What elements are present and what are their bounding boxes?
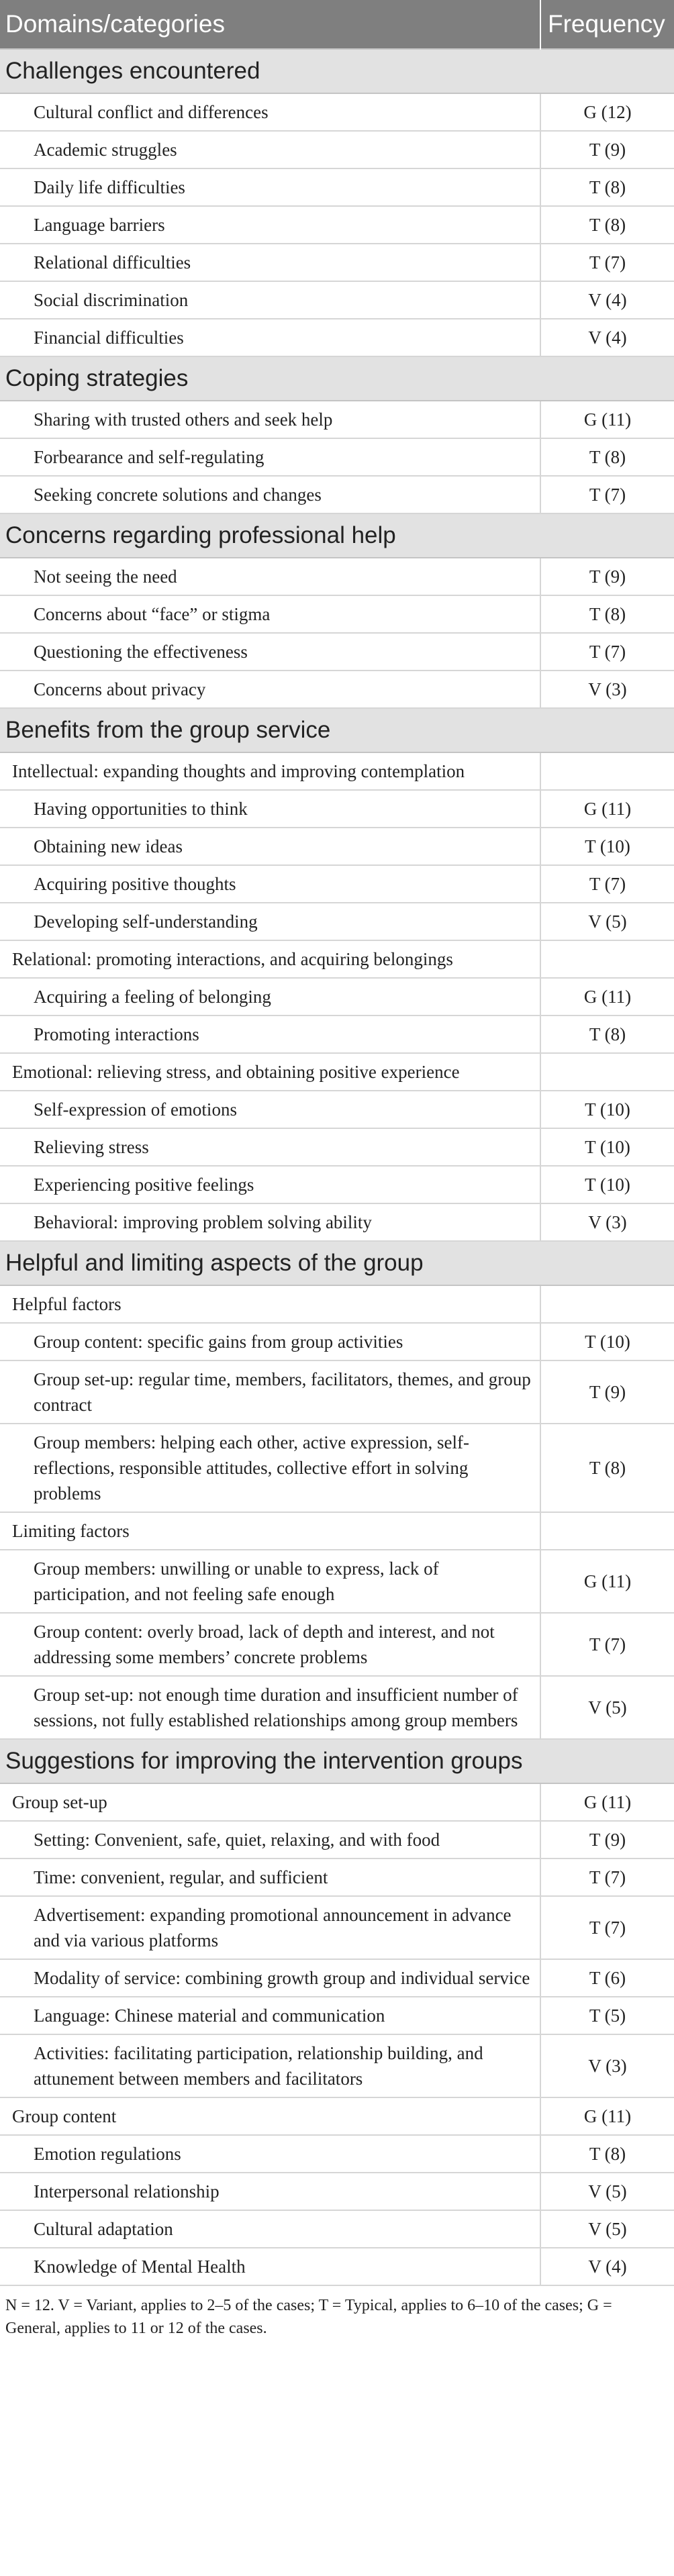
frequency-value: V (5): [540, 903, 674, 940]
category-item-label: Activities: facilitating participation, relationship building, and attunement between members and facilitators: [0, 2034, 540, 2097]
table-row: [0, 1821, 674, 1859]
table-row: [0, 633, 674, 671]
frequency-value: G (11): [540, 1550, 674, 1613]
table-row: [0, 2248, 674, 2285]
frequency-value: [540, 1053, 674, 1091]
table-row: [0, 131, 674, 168]
frequency-value: T (9): [540, 1360, 674, 1424]
category-item-label: Obtaining new ideas: [0, 828, 540, 865]
table-row: [0, 1203, 674, 1241]
frequency-value: T (8): [540, 168, 674, 206]
category-item-label: Self-expression of emotions: [0, 1091, 540, 1128]
category-item-label: Relieving stress: [0, 1128, 540, 1166]
category-title: Concerns regarding professional help: [0, 513, 674, 558]
table-row: [0, 671, 674, 708]
table-row: [0, 865, 674, 903]
frequency-value: T (10): [540, 1128, 674, 1166]
frequency-value: [540, 1512, 674, 1550]
subcategory-row: [0, 1285, 674, 1323]
category-title: Coping strategies: [0, 356, 674, 401]
table-row: [0, 1128, 674, 1166]
table-row: [0, 790, 674, 828]
table-row: [0, 476, 674, 513]
table-row: [0, 206, 674, 244]
category-item-label: Emotion regulations: [0, 2135, 540, 2173]
table-row: [0, 1676, 674, 1739]
category-title: Challenges encountered: [0, 49, 674, 93]
category-item-label: Behavioral: improving problem solving ability: [0, 1203, 540, 1241]
frequency-value: T (9): [540, 131, 674, 168]
subcategory-label: Limiting factors: [0, 1512, 540, 1550]
subcategory-label: Group set-up: [0, 1783, 540, 1821]
frequency-value: T (7): [540, 1896, 674, 1959]
frequency-value: V (4): [540, 319, 674, 356]
category-item-label: Setting: Convenient, safe, quiet, relaxing, and with food: [0, 1821, 540, 1859]
category-row: [0, 49, 674, 93]
category-item-label: Language: Chinese material and communication: [0, 1997, 540, 2034]
frequency-value: T (5): [540, 1997, 674, 2034]
table-header-row: [0, 0, 674, 49]
frequency-value: V (4): [540, 2248, 674, 2285]
subcategory-label: Emotional: relieving stress, and obtaining positive experience: [0, 1053, 540, 1091]
frequency-value: G (11): [540, 978, 674, 1015]
header-frequency: Frequency: [540, 0, 674, 49]
table-row: [0, 1997, 674, 2034]
frequency-value: [540, 1285, 674, 1323]
subcategory-row: [0, 940, 674, 978]
frequency-value: T (8): [540, 1015, 674, 1053]
table-row: [0, 1550, 674, 1613]
frequency-value: T (7): [540, 244, 674, 281]
category-item-label: Cultural conflict and differences: [0, 93, 540, 131]
category-item-label: Group members: helping each other, active expression, self-reflections, responsible attitudes, collective effort in solving problems: [0, 1424, 540, 1512]
frequency-value: T (7): [540, 633, 674, 671]
category-item-label: Experiencing positive feelings: [0, 1166, 540, 1203]
table-row: [0, 903, 674, 940]
subcategory-label: Intellectual: expanding thoughts and improving contemplation: [0, 752, 540, 790]
category-item-label: Financial difficulties: [0, 319, 540, 356]
table-footnote: N = 12. V = Variant, applies to 2–5 of the cases; T = Typical, applies to 6–10 of the cases; G = General, applies to 11 or 12 of the cases.: [5, 2297, 612, 2337]
table-row: [0, 2173, 674, 2210]
table-row: [0, 1360, 674, 1424]
subcategory-row: [0, 1783, 674, 1821]
table-row: [0, 244, 674, 281]
table-row: [0, 1613, 674, 1676]
category-item-label: Group set-up: not enough time duration and insufficient number of sessions, not fully established relationships among group members: [0, 1676, 540, 1739]
frequency-value: G (11): [540, 1783, 674, 1821]
category-title: Suggestions for improving the intervention groups: [0, 1739, 674, 1783]
subcategory-row: [0, 2097, 674, 2135]
frequency-value: V (3): [540, 1203, 674, 1241]
category-item-label: Group content: overly broad, lack of depth and interest, and not addressing some members’ concrete problems: [0, 1613, 540, 1676]
frequency-value: V (5): [540, 2173, 674, 2210]
frequency-value: G (11): [540, 790, 674, 828]
category-item-label: Advertisement: expanding promotional announcement in advance and via various platforms: [0, 1896, 540, 1959]
category-row: [0, 513, 674, 558]
table-row: [0, 1015, 674, 1053]
subcategory-row: [0, 1512, 674, 1550]
frequency-value: G (12): [540, 93, 674, 131]
table-row: [0, 595, 674, 633]
category-item-label: Cultural adaptation: [0, 2210, 540, 2248]
frequency-value: T (7): [540, 865, 674, 903]
category-item-label: Having opportunities to think: [0, 790, 540, 828]
table-row: [0, 1896, 674, 1959]
table-row: [0, 93, 674, 131]
subcategory-label: Group content: [0, 2097, 540, 2135]
subcategory-row: [0, 1053, 674, 1091]
category-item-label: Time: convenient, regular, and sufficient: [0, 1859, 540, 1896]
table-row: [0, 281, 674, 319]
frequency-value: T (10): [540, 1323, 674, 1360]
category-item-label: Language barriers: [0, 206, 540, 244]
table-row: [0, 1091, 674, 1128]
category-item-label: Social discrimination: [0, 281, 540, 319]
frequency-value: T (10): [540, 1091, 674, 1128]
frequency-value: G (11): [540, 401, 674, 438]
table-row: [0, 1166, 674, 1203]
category-item-label: Developing self-understanding: [0, 903, 540, 940]
category-item-label: Questioning the effectiveness: [0, 633, 540, 671]
frequency-value: V (5): [540, 1676, 674, 1739]
category-title: Helpful and limiting aspects of the group: [0, 1241, 674, 1285]
table-row: [0, 978, 674, 1015]
frequency-value: T (8): [540, 438, 674, 476]
category-item-label: Not seeing the need: [0, 558, 540, 595]
category-item-label: Forbearance and self-regulating: [0, 438, 540, 476]
table-row: [0, 1424, 674, 1512]
subcategory-label: Relational: promoting interactions, and acquiring belongings: [0, 940, 540, 978]
frequency-value: [540, 752, 674, 790]
category-item-label: Sharing with trusted others and seek help: [0, 401, 540, 438]
category-item-label: Promoting interactions: [0, 1015, 540, 1053]
header-domains: Domains/categories: [0, 0, 540, 49]
category-item-label: Acquiring a feeling of belonging: [0, 978, 540, 1015]
table-row: [0, 2135, 674, 2173]
frequency-value: T (7): [540, 1859, 674, 1896]
category-item-label: Daily life difficulties: [0, 168, 540, 206]
category-item-label: Interpersonal relationship: [0, 2173, 540, 2210]
table-row: [0, 438, 674, 476]
frequency-value: T (7): [540, 1613, 674, 1676]
category-item-label: Relational difficulties: [0, 244, 540, 281]
frequency-value: T (8): [540, 1424, 674, 1512]
table-row: [0, 168, 674, 206]
frequency-value: T (10): [540, 828, 674, 865]
table-row: [0, 1859, 674, 1896]
frequency-value: V (3): [540, 671, 674, 708]
frequency-value: G (11): [540, 2097, 674, 2135]
subcategory-label: Helpful factors: [0, 1285, 540, 1323]
category-item-label: Concerns about “face” or stigma: [0, 595, 540, 633]
category-row: [0, 708, 674, 752]
frequency-value: T (10): [540, 1166, 674, 1203]
category-item-label: Knowledge of Mental Health: [0, 2248, 540, 2285]
category-item-label: Group set-up: regular time, members, facilitators, themes, and group contract: [0, 1360, 540, 1424]
table-row: [0, 558, 674, 595]
frequency-value: V (5): [540, 2210, 674, 2248]
table-row: [0, 828, 674, 865]
category-item-label: Academic struggles: [0, 131, 540, 168]
frequency-value: T (9): [540, 1821, 674, 1859]
table-row: [0, 1323, 674, 1360]
table-row: [0, 2034, 674, 2097]
frequency-value: T (8): [540, 206, 674, 244]
frequency-value: T (9): [540, 558, 674, 595]
table-body: [0, 49, 674, 2285]
frequency-value: T (8): [540, 2135, 674, 2173]
category-row: [0, 356, 674, 401]
frequency-value: V (4): [540, 281, 674, 319]
category-item-label: Modality of service: combining growth group and individual service: [0, 1959, 540, 1997]
category-item-label: Acquiring positive thoughts: [0, 865, 540, 903]
category-row: [0, 1241, 674, 1285]
frequency-value: T (6): [540, 1959, 674, 1997]
category-item-label: Concerns about privacy: [0, 671, 540, 708]
frequency-value: T (8): [540, 595, 674, 633]
frequency-value: [540, 940, 674, 978]
table-row: [0, 1959, 674, 1997]
frequency-value: T (7): [540, 476, 674, 513]
category-item-label: Group members: unwilling or unable to express, lack of participation, and not feeling safe enough: [0, 1550, 540, 1613]
subcategory-row: [0, 752, 674, 790]
frequency-value: V (3): [540, 2034, 674, 2097]
table-row: [0, 401, 674, 438]
category-row: [0, 1739, 674, 1783]
table-row: [0, 2210, 674, 2248]
category-title: Benefits from the group service: [0, 708, 674, 752]
category-item-label: Seeking concrete solutions and changes: [0, 476, 540, 513]
table-row: [0, 319, 674, 356]
category-item-label: Group content: specific gains from group activities: [0, 1323, 540, 1360]
